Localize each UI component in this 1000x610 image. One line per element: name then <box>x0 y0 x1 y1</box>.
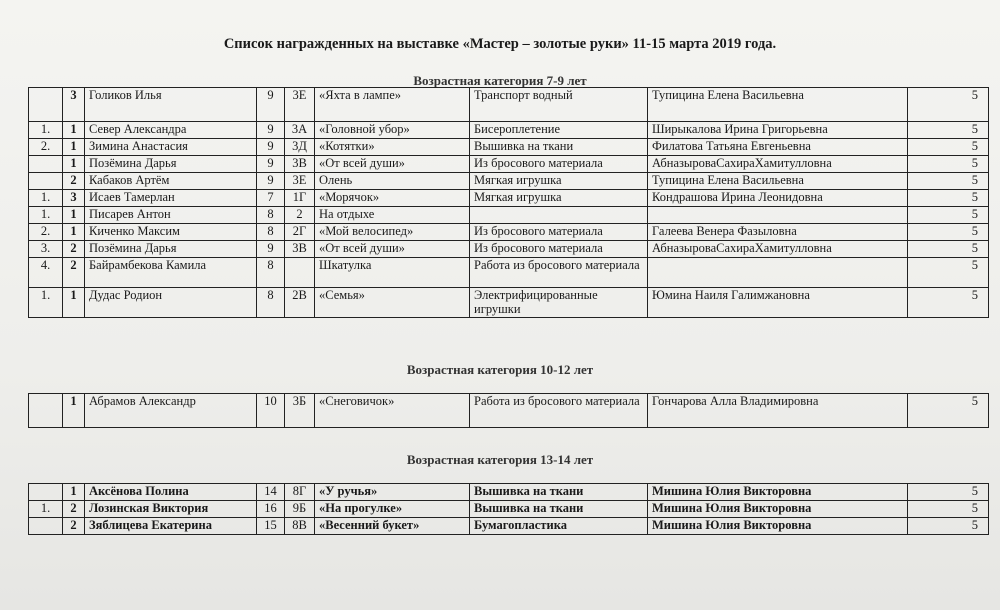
teacher-name-cell <box>648 207 908 224</box>
place-cell: 2 <box>63 173 85 190</box>
score-cell: 5 <box>908 501 989 518</box>
work-title-cell: Олень <box>315 173 470 190</box>
age-cell: 16 <box>257 501 285 518</box>
teacher-name-cell: Галеева Венера Фазыловна <box>648 224 908 241</box>
class-cell: 3Б <box>285 394 315 428</box>
class-cell: 9Б <box>285 501 315 518</box>
table-row <box>29 88 989 122</box>
table-row <box>29 139 989 156</box>
age-cell: 9 <box>257 88 285 122</box>
work-title-cell: «Мой велосипед» <box>315 224 470 241</box>
nomination-cell: Из бросового материала <box>470 241 648 258</box>
place-cell: 1 <box>63 224 85 241</box>
category-heading-7-9: Возрастная категория 7-9 лет <box>413 73 587 88</box>
row-number-cell: 1. <box>29 207 63 224</box>
participant-name-cell: Киченко Максим <box>85 224 257 241</box>
participant-name-cell: Байрамбекова Камила <box>85 258 257 288</box>
age-cell: 8 <box>257 258 285 288</box>
table-row <box>29 156 989 173</box>
nomination-cell: Работа из бросового материала <box>470 258 648 288</box>
row-number-cell: 1. <box>29 190 63 207</box>
age-cell: 9 <box>257 122 285 139</box>
nomination-cell: Работа из бросового материала <box>470 394 648 428</box>
table-row <box>29 207 989 224</box>
class-cell: 3В <box>285 156 315 173</box>
score-cell: 5 <box>908 224 989 241</box>
category-heading-10-12: Возрастная категория 10-12 лет <box>406 362 594 377</box>
nomination-cell: Вышивка на ткани <box>470 484 648 501</box>
table-row <box>29 394 989 428</box>
teacher-name-cell: Мишина Юлия Викторовна <box>648 501 908 518</box>
age-cell: 7 <box>257 190 285 207</box>
teacher-name-cell <box>648 258 908 288</box>
class-cell: 3Д <box>285 139 315 156</box>
class-cell: 3Е <box>285 173 315 190</box>
class-cell: 2 <box>285 207 315 224</box>
work-title-cell: «От всей души» <box>315 241 470 258</box>
work-title-cell: «У ручья» <box>315 484 470 501</box>
row-number-cell <box>29 156 63 173</box>
row-number-cell: 3. <box>29 241 63 258</box>
participant-name-cell: Зяблицева Екатерина <box>85 518 257 535</box>
age-cell: 14 <box>257 484 285 501</box>
score-cell: 5 <box>908 258 989 288</box>
awards-table-13-14 <box>28 483 989 535</box>
document-title: Список награжденных на выставке «Мастер – золотые руки» 11-15 марта 2019 года. <box>223 36 777 52</box>
score-cell: 5 <box>908 139 989 156</box>
participant-name-cell: Писарев Антон <box>85 207 257 224</box>
nomination-cell: Из бросового материала <box>470 156 648 173</box>
place-cell: 1 <box>63 139 85 156</box>
row-number-cell: 1. <box>29 122 63 139</box>
participant-name-cell: Абрамов Александр <box>85 394 257 428</box>
place-cell: 1 <box>63 156 85 173</box>
table-row <box>29 484 989 501</box>
nomination-cell: Бисероплетение <box>470 122 648 139</box>
score-cell: 5 <box>908 484 989 501</box>
work-title-cell: «Котятки» <box>315 139 470 156</box>
work-title-cell: «Весенний букет» <box>315 518 470 535</box>
row-number-cell <box>29 173 63 190</box>
age-cell: 9 <box>257 139 285 156</box>
score-cell: 5 <box>908 173 989 190</box>
participant-name-cell: Аксёнова Полина <box>85 484 257 501</box>
age-cell: 9 <box>257 173 285 190</box>
row-number-cell <box>29 484 63 501</box>
age-cell: 8 <box>257 207 285 224</box>
table-row <box>29 173 989 190</box>
awards-table-10-12 <box>28 393 989 428</box>
class-cell <box>285 258 315 288</box>
score-cell: 5 <box>908 241 989 258</box>
work-title-cell: «Семья» <box>315 288 470 318</box>
nomination-cell: Мягкая игрушка <box>470 173 648 190</box>
nomination-cell: Из бросового материала <box>470 224 648 241</box>
teacher-name-cell: Гончарова Алла Владимировна <box>648 394 908 428</box>
class-cell: 2В <box>285 288 315 318</box>
row-number-cell: 1. <box>29 501 63 518</box>
place-cell: 2 <box>63 241 85 258</box>
nomination-cell: Мягкая игрушка <box>470 190 648 207</box>
class-cell: 8Г <box>285 484 315 501</box>
place-cell: 1 <box>63 394 85 428</box>
table-row <box>29 518 989 535</box>
nomination-cell: Вышивка на ткани <box>470 139 648 156</box>
teacher-name-cell: Ширыкалова Ирина Григорьевна <box>648 122 908 139</box>
score-cell: 5 <box>908 518 989 535</box>
age-cell: 9 <box>257 156 285 173</box>
row-number-cell <box>29 394 63 428</box>
work-title-cell: «Яхта в лампе» <box>315 88 470 122</box>
table-row <box>29 288 989 318</box>
class-cell: 3А <box>285 122 315 139</box>
place-cell: 3 <box>63 190 85 207</box>
place-cell: 2 <box>63 518 85 535</box>
place-cell: 3 <box>63 88 85 122</box>
row-number-cell: 2. <box>29 224 63 241</box>
participant-name-cell: Голиков Илья <box>85 88 257 122</box>
table-row <box>29 122 989 139</box>
work-title-cell: «Снеговичок» <box>315 394 470 428</box>
score-cell: 5 <box>908 122 989 139</box>
work-title-cell: «На прогулке» <box>315 501 470 518</box>
class-cell: 8В <box>285 518 315 535</box>
nomination-cell: Транспорт водный <box>470 88 648 122</box>
table-row <box>29 224 989 241</box>
age-cell: 9 <box>257 241 285 258</box>
teacher-name-cell: Филатова Татьяна Евгеньевна <box>648 139 908 156</box>
place-cell: 1 <box>63 207 85 224</box>
participant-name-cell: Север Александра <box>85 122 257 139</box>
nomination-cell: Электрифицированные игрушки <box>470 288 648 318</box>
teacher-name-cell: Мишина Юлия Викторовна <box>648 484 908 501</box>
participant-name-cell: Зимина Анастасия <box>85 139 257 156</box>
score-cell: 5 <box>908 88 989 122</box>
work-title-cell: Шкатулка <box>315 258 470 288</box>
row-number-cell: 4. <box>29 258 63 288</box>
class-cell: 1Г <box>285 190 315 207</box>
place-cell: 1 <box>63 484 85 501</box>
participant-name-cell: Позёмина Дарья <box>85 156 257 173</box>
participant-name-cell: Дудас Родион <box>85 288 257 318</box>
place-cell: 1 <box>63 288 85 318</box>
work-title-cell: «От всей души» <box>315 156 470 173</box>
place-cell: 1 <box>63 122 85 139</box>
teacher-name-cell: Юмина Наиля Галимжановна <box>648 288 908 318</box>
work-title-cell: На отдыхе <box>315 207 470 224</box>
class-cell: 2Г <box>285 224 315 241</box>
score-cell: 5 <box>908 156 989 173</box>
teacher-name-cell: Кондрашова Ирина Леонидовна <box>648 190 908 207</box>
nomination-cell: Вышивка на ткани <box>470 501 648 518</box>
row-number-cell: 2. <box>29 139 63 156</box>
row-number-cell: 1. <box>29 288 63 318</box>
class-cell: 3В <box>285 241 315 258</box>
age-cell: 8 <box>257 288 285 318</box>
score-cell: 5 <box>908 190 989 207</box>
teacher-name-cell: Мишина Юлия Викторовна <box>648 518 908 535</box>
participant-name-cell: Исаев Тамерлан <box>85 190 257 207</box>
nomination-cell: Бумагопластика <box>470 518 648 535</box>
row-number-cell <box>29 518 63 535</box>
work-title-cell: «Головной убор» <box>315 122 470 139</box>
score-cell: 5 <box>908 207 989 224</box>
category-heading-13-14: Возрастная категория 13-14 лет <box>406 452 594 467</box>
teacher-name-cell: АбназыроваСахираХамитулловна <box>648 241 908 258</box>
age-cell: 10 <box>257 394 285 428</box>
score-cell: 5 <box>908 288 989 318</box>
participant-name-cell: Позёмина Дарья <box>85 241 257 258</box>
place-cell: 2 <box>63 258 85 288</box>
score-cell: 5 <box>908 394 989 428</box>
participant-name-cell: Лозинская Виктория <box>85 501 257 518</box>
awards-table-7-9 <box>28 87 989 318</box>
teacher-name-cell: Тупицина Елена Васильевна <box>648 88 908 122</box>
row-number-cell <box>29 88 63 122</box>
table-row <box>29 241 989 258</box>
age-cell: 15 <box>257 518 285 535</box>
place-cell: 2 <box>63 501 85 518</box>
table-row <box>29 190 989 207</box>
teacher-name-cell: Тупицина Елена Васильевна <box>648 173 908 190</box>
table-row <box>29 258 989 288</box>
class-cell: 3Е <box>285 88 315 122</box>
age-cell: 8 <box>257 224 285 241</box>
teacher-name-cell: АбназыроваСахираХамитулловна <box>648 156 908 173</box>
nomination-cell <box>470 207 648 224</box>
participant-name-cell: Кабаков Артём <box>85 173 257 190</box>
table-row <box>29 501 989 518</box>
work-title-cell: «Морячок» <box>315 190 470 207</box>
